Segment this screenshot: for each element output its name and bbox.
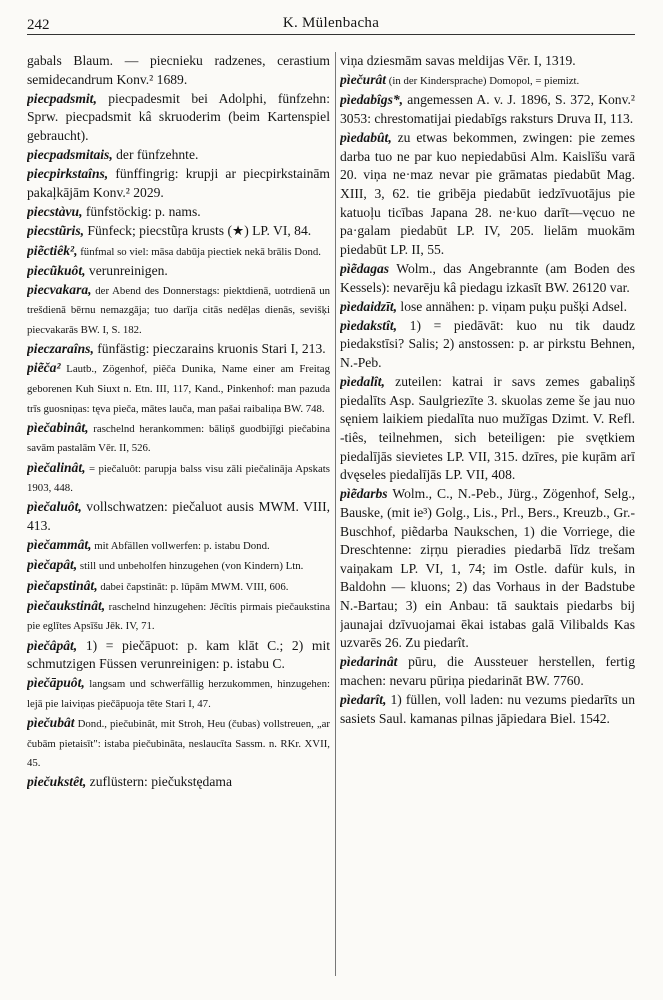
entry-text: 1) = piedāvāt: kuo nu tik daudz piedakstīsi? Salis; 2) anstossen: p. ar pirkstu Behnen, N.-Peb. — [340, 317, 635, 371]
dictionary-entry — [27, 281, 330, 340]
dictionary-entry — [27, 498, 330, 535]
left-column — [27, 52, 330, 994]
entry-headword: pìedabût, — [340, 130, 392, 146]
entry-text: zu etwas bekommen, zwingen: pie zemes darba tuo ne par kuo nepiedabūsi Alm. Kaislīšu varā 20. viņa ne·maz nevar pie grāmatas piedabūt Mag. XIII, 3, 62. tie gribēja piedabūt iedzīvuotājus pie katuoļu ticības Japana 28. ne·kuo darīt—vęcuo ne pa·galam piedabūt LP. IV, 205. lielām muokām piedabūt LP. II, 55. — [340, 130, 635, 257]
dictionary-entry — [340, 691, 635, 728]
entry-headword: pìedalît, — [340, 374, 385, 390]
entry-headword: piecstũris, — [27, 223, 85, 239]
dictionary-entry — [340, 653, 635, 690]
entry-headword: pìečaluôt, — [27, 499, 82, 515]
running-title: K. Mülenbacha — [282, 15, 380, 31]
dictionary-entry — [27, 773, 330, 792]
entry-headword: pìẽdarbs — [340, 486, 388, 502]
dictionary-entry — [27, 262, 330, 281]
dictionary-entry — [27, 577, 330, 597]
entry-text: zuflüstern: piečukstędama — [86, 774, 232, 790]
entry-text: still und unbeholfen hinzugehen (von Kindern) Ltn. — [77, 560, 304, 573]
entry-headword: pìẽdagas — [340, 260, 390, 276]
dictionary-entry — [27, 203, 330, 222]
dictionary-entry — [27, 714, 330, 773]
page-header — [27, 10, 635, 35]
dictionary-entry — [340, 71, 635, 91]
entry-text: viņa dziesmām savas meldijas Vēr. I, 1319. — [340, 53, 576, 68]
entry-text: angemessen A. v. J. 1896, S. 372, Konv.² 3053: chrestomatijai piedabīgs raksturs Druva II, 113. — [340, 92, 635, 126]
dictionary-entry — [340, 91, 635, 128]
entry-headword: piẽča² — [27, 360, 61, 376]
dictionary-entry — [340, 317, 635, 373]
dictionary-entry — [27, 419, 330, 458]
entry-headword: pìedakstît, — [340, 317, 398, 333]
entry-text: langsam und schwerfällig herzukommen, hinzugehen: lejā pie laiviņas piečāpuoja tēte Stari I, 47. — [27, 678, 330, 710]
entry-headword: pieczaraîns, — [27, 341, 94, 357]
dictionary-entry — [27, 359, 330, 418]
dictionary-entry — [27, 165, 330, 202]
entry-text: gabals Blaum. — piecnieku radzenes, cerastium semidecandrum Konv.² 1689. — [27, 53, 330, 87]
entry-headword: piẽctiêk², — [27, 242, 78, 258]
entry-headword: piečukstêt, — [27, 774, 87, 790]
entry-headword: piecpadsmit, — [27, 90, 97, 106]
dictionary-entry — [27, 556, 330, 576]
dictionary-entry — [27, 222, 330, 241]
right-column — [340, 52, 635, 994]
entry-headword: piecstàvu, — [27, 204, 83, 220]
entry-text: Wolm., das Angebrannte (am Boden des Kessels): nevarēju kâ piedagu izkasīt BW. 26120 var. — [340, 260, 635, 295]
entry-text: der fünfzehnte. — [112, 147, 199, 163]
entry-headword: pìečapstinât, — [27, 577, 98, 593]
entry-text: mit Abfällen vollwerfen: p. istabu Dond. — [91, 540, 270, 553]
entry-text: der Abend des Donnerstags: piektdienā, uotrdienā un trešdienā bērnu nemazgāja; tuo darīja citās nedēļas dienās, sevišķi piecvakarās BW. I, S. 182. — [27, 284, 330, 337]
entry-text: 1) = piečāpuot: p. kam klāt C.; 2) mit schmutzigen Füssen verunreinigen: p. istabu C. — [27, 637, 330, 672]
entry-headword: pìečâpât, — [27, 637, 78, 653]
entry-text: dabei čapstināt: p. lūpām MWM. VIII, 606. — [97, 580, 289, 593]
dictionary-entry — [27, 536, 330, 556]
entry-text: vollschwatzen: piečaluot ausis MWM. VIII, 413. — [27, 499, 330, 533]
entry-text: = piečaluôt: parupja balss visu zāli piečalināja Apskats 1903, 448. — [27, 462, 330, 495]
entry-headword: pìečalinât, — [27, 459, 86, 475]
dictionary-entry — [27, 459, 330, 498]
continued-entry — [340, 52, 635, 71]
entry-headword: pìečapât, — [27, 557, 78, 573]
dictionary-entry — [340, 485, 635, 652]
entry-text: piecpadesmit bei Adolphi, fünfzehn: Sprw. piecpadsmit kâ skruoderim (beim Kartenspiel gebraucht). — [27, 90, 330, 143]
entry-headword: piecũkuôt, — [27, 262, 86, 278]
dictionary-entry — [27, 90, 330, 146]
entry-text: lose annähen: p. viņam puķu pušķi Adsel. — [397, 298, 627, 314]
entry-headword: pìedaidzīt, — [340, 298, 398, 314]
entry-text: fünfmal so viel: māsa dabūja piectiek nekā brālis Dond. — [77, 245, 321, 258]
entry-headword: pìečubât — [27, 715, 75, 731]
entry-text: raschelnd hinzugehen: Jēcītis pirmais piečaukstina pie eglītes Apsīšu Jēk. IV, 71. — [27, 600, 330, 633]
entry-text: fünffingrig: krupji ar piecpirkstainām pakaļkājām Konv.² 2029. — [27, 166, 330, 200]
continued-entry — [27, 52, 330, 89]
entry-headword: piecpadsmitais, — [27, 147, 113, 163]
entry-text: (in der Kindersprache) Domopol, = piemizt. — [386, 75, 580, 88]
entry-headword: pìedarît, — [340, 692, 387, 708]
entry-text: Lautb., Zögenhof, piẽča Dunika, Name einer am Freitag geborenen Kuh Siuxt n. Etn. III, 117, Kand., Pinkenhof: man pazuda trīs guosniņas: tęva pieča, mātes lauča, man pašai raibaliņa BW. 748. — [27, 363, 330, 415]
entry-headword: pìečaukstinât, — [27, 597, 106, 613]
entry-headword: pìečurât — [340, 72, 387, 88]
dictionary-entry — [27, 674, 330, 713]
entry-headword: pìečabinât, — [27, 419, 89, 435]
dictionary-entry — [27, 242, 330, 262]
entry-headword: piecvakara, — [27, 281, 92, 297]
entry-headword: pìečammât, — [27, 537, 92, 553]
dictionary-entry — [340, 373, 635, 485]
entry-text: verunreinigen. — [85, 262, 168, 278]
page-number: 242 — [27, 17, 50, 33]
entry-text: raschelnd herankommen: bāliņš guodbijīgi piečabina savām pastalām Vēr. II, 526. — [27, 422, 330, 455]
entry-text: Wolm., C., N.-Peb., Jürg., Zögenhof, Selg., Bauske, (mit ie³) Golg., Lis., Prl., Bers., Kreuzb., Gr.-Buschhof, piẽdarba Naukschen, 1) die Vorriege, die Dreschtenne: ziŗņu pieradies piedarbā līdz trešam vaiņakam LP. VI, 1, 74; im Ostle. dafür kuls, in Baldohn — kluons; 2) das Vorhaus in der Badstube N.-Bartau; 3) ein Anbau: tā sauktais piedarbs bij jaunajai dzīvuojamai ēkai istabas galā Vilibalds Kas uzvarēs 26. Zu piedarît. — [340, 486, 635, 651]
dictionary-entry — [27, 597, 330, 636]
dictionary-entry — [27, 340, 330, 359]
entry-headword: pìedabîgs*, — [340, 92, 404, 108]
dictionary-entry — [340, 260, 635, 297]
column-divider — [335, 52, 336, 976]
dictionary-entry — [27, 637, 330, 674]
entry-text: fünfästig: pieczarains kruonis Stari I, 213. — [93, 341, 326, 357]
entry-text: Dond., piečubinât, mit Stroh, Heu (čubas) vollstreuen, „ar čubām pietaisīt": istaba piečubināta, neslaucīta Sassm. n. RKr. XVII, 45. — [27, 718, 330, 770]
entry-text: Fünfeck; piecstũŗa krusts (★) LP. VI, 84. — [84, 223, 312, 239]
entry-headword: piecpirkstaîns, — [27, 166, 109, 182]
dictionary-entry — [340, 298, 635, 317]
dictionary-entry — [340, 129, 635, 259]
entry-headword: pìedarinât — [340, 654, 398, 670]
entry-text: fünfstöckig: p. nams. — [82, 204, 201, 220]
entry-headword: pìečāpuôt, — [27, 675, 85, 691]
entry-text: 1) füllen, voll laden: nu vezums piedarīts un sasiets Saul. kamanas pilnas jāpiedara Biel. 1542. — [340, 692, 635, 726]
entry-text: pūru, die Aussteuer herstellen, fertig machen: nevaru pūriņa piedarināt BW. 7760. — [340, 654, 635, 688]
dictionary-entry — [27, 146, 330, 165]
entry-text: zuteilen: katrai ir savs zemes gabaliņš piedalīts Asp. Saulgriezīte 3. skuolas zeme še jau nuo sęniem laikiem piedalīta nuo mužīgas Dzimt. V. Refl. -tiês, teilnehmen, sich beteiligen: pie svętkiem piedalījās sievietes LP. VII, 315. dzīres, pie kuŗām arī dvęseles piedalījās LP. VII, 408. — [340, 374, 635, 483]
